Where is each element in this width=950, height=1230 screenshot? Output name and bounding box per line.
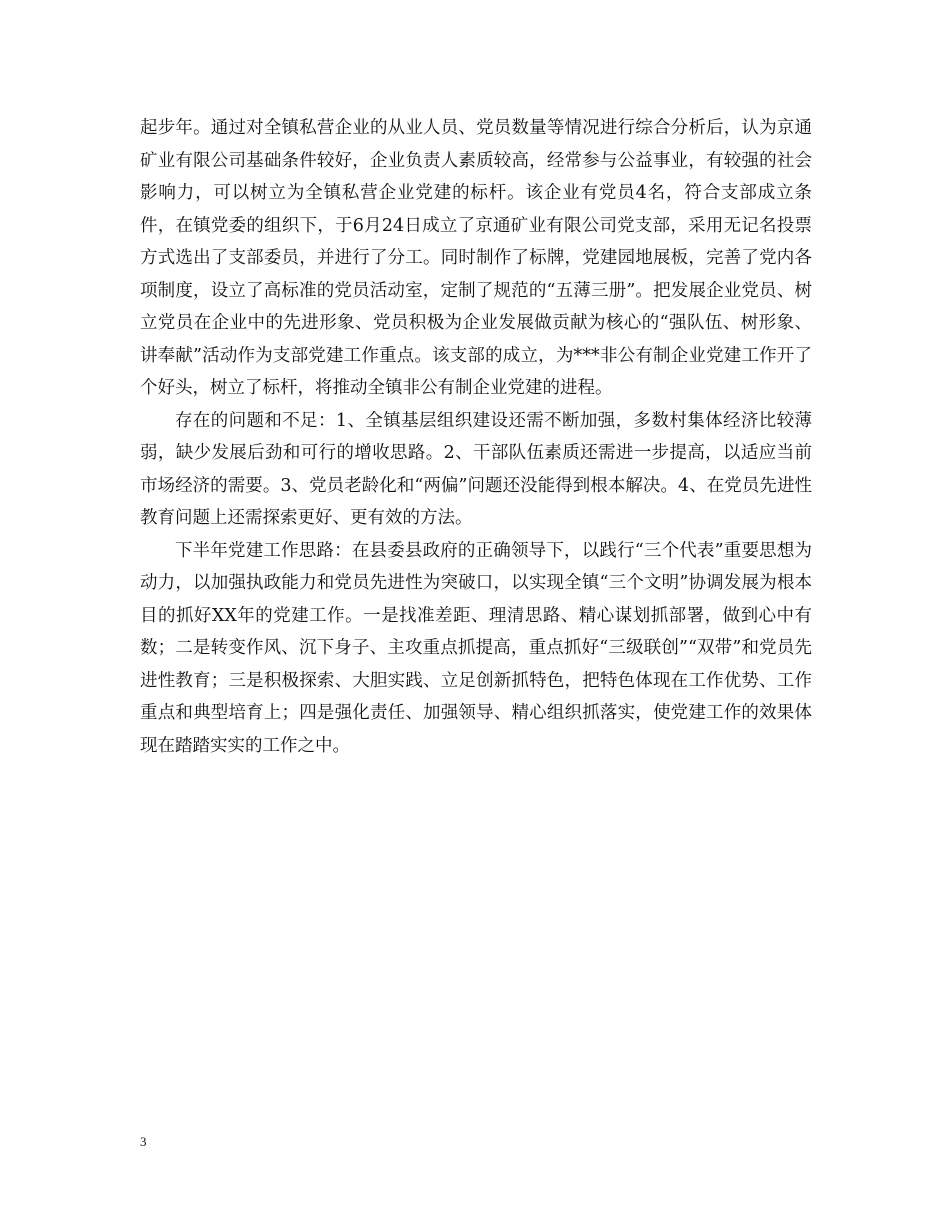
document-body: [140, 112, 812, 762]
page-number: 3: [140, 1134, 147, 1149]
paragraph-problems: 存在的问题和不足：1、全镇基层组织建设还需不断加强，多数村集体经济比较薄弱，缺少发展后劲和可行的增收思路。2、干部队伍素质还需进一步提高，以适应当前市场经济的需要。3、党员老龄化和“两偏”问题还没能得到根本解决。4、在党员先进性教育问题上还需探索更好、更有效的方法。: [140, 410, 812, 528]
paragraph-work-plan: 下半年党建工作思路：在县委县政府的正确领导下，以践行“三个代表”重要思想为动力，以加强执政能力和党员先进性为突破口，以实现全镇“三个文明”协调发展为根本目的抓好XX年的党建工作。一是找准差距、理清思路、精心谋划抓部署，做到心中有数；二是转变作风、沉下身子、主攻重点抓提高，重点抓好“三级联创”“双带”和党员先进性教育；三是积极探索、大胆实践、立足创新抓特色，把特色体现在工作优势、工作重点和典型培育上；四是强化责任、加强领导、精心组织抓落实，使党建工作的效果体现在踏踏实实的工作之中。: [140, 540, 812, 756]
paragraph-continuation: 起步年。通过对全镇私营企业的从业人员、党员数量等情况进行综合分析后，认为京通矿业有限公司基础条件较好，企业负责人素质较高，经常参与公益事业，有较强的社会影响力，可以树立为全镇私营企业党建的标杆。该企业有党员4名，符合支部成立条件，在镇党委的组织下，于6月24日成立了京通矿业有限公司党支部，采用无记名投票方式选出了支部委员，并进行了分工。同时制作了标牌，党建园地展板，完善了党内各项制度，设立了高标准的党员活动室，定制了规范的“五薄三册”。把发展企业党员、树立党员在企业中的先进形象、党员积极为企业发展做贡献为核心的“强队伍、树形象、讲奉献”活动作为支部党建工作重点。该支部的成立，为***非公有制企业党建工作开了个好头，树立了标杆，将推动全镇非公有制企业党建的进程。: [140, 118, 812, 398]
